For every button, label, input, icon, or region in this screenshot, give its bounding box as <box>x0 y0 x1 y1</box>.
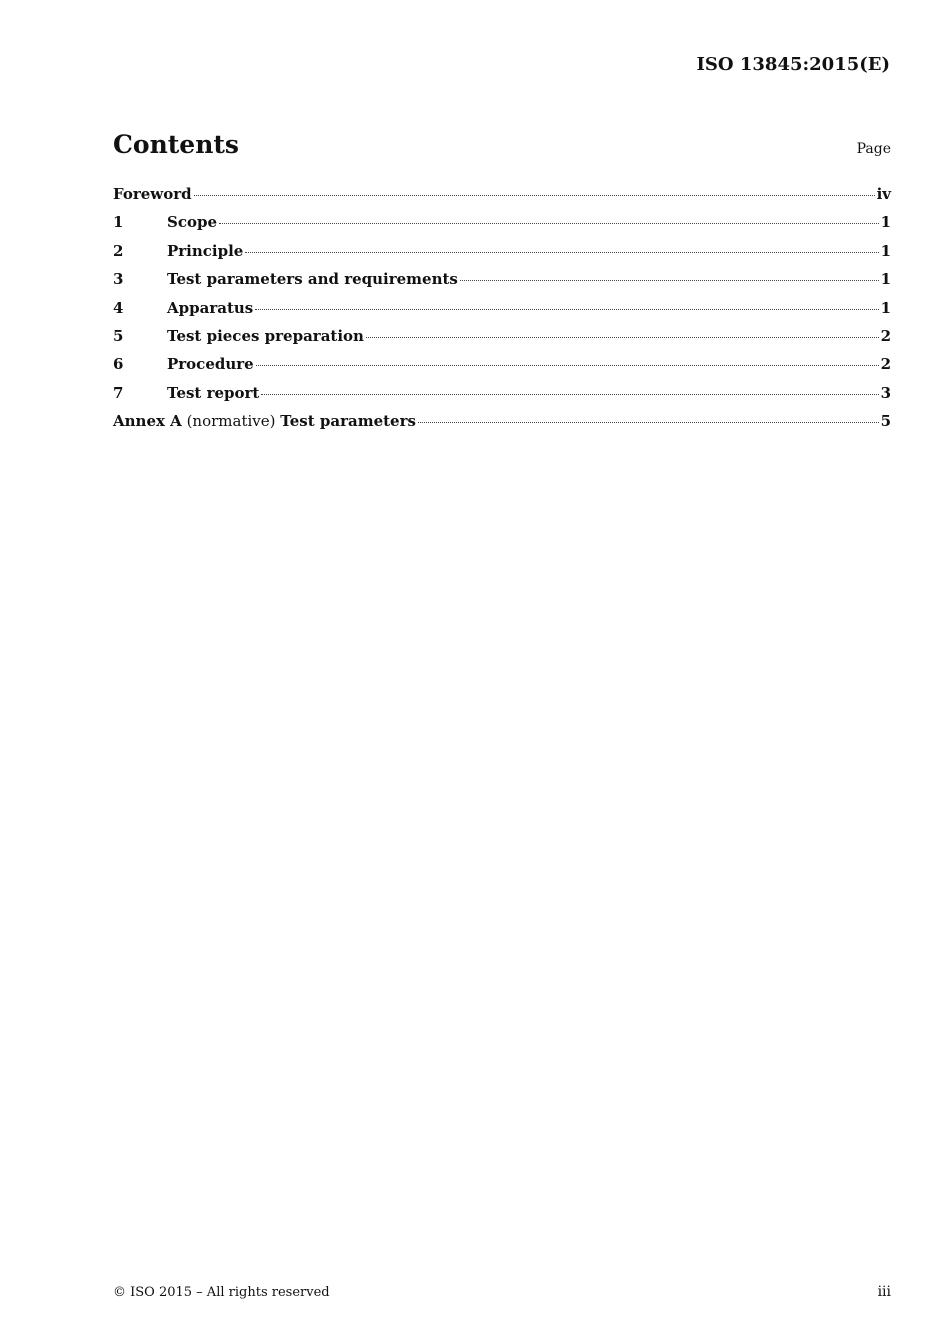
toc-entry-label: Foreword <box>113 185 192 203</box>
annex-prefix: Annex A <box>113 412 182 431</box>
toc-dot-leader <box>261 394 878 395</box>
toc-entry-test-report[interactable] <box>113 384 891 412</box>
toc-entry-label: Apparatus <box>167 298 254 317</box>
annex-label: Test parameters <box>280 412 416 431</box>
toc-entry-label: Test parameters and requirements <box>167 270 458 289</box>
page-footer <box>113 1284 891 1304</box>
toc-header <box>113 130 891 164</box>
toc-list <box>113 185 891 441</box>
toc-entry-test-pieces-preparation[interactable] <box>113 327 891 355</box>
toc-title: Contents <box>113 130 240 159</box>
toc-dot-leader <box>255 309 878 310</box>
toc-entry-procedure[interactable] <box>113 355 891 383</box>
toc-entry-number: 7 <box>113 383 124 402</box>
toc-dot-leader <box>418 422 879 423</box>
document-id: ISO 13845:2015(E) <box>696 54 890 75</box>
toc-dot-leader <box>256 365 879 366</box>
toc-entry-page: 1 <box>880 270 891 289</box>
toc-entry-test-parameters-and-requirements[interactable] <box>113 270 891 298</box>
page-column-label: Page <box>856 141 891 157</box>
toc-entry-number: 5 <box>113 326 124 345</box>
toc-dot-leader <box>219 223 879 224</box>
toc-entry-number: 4 <box>113 298 124 317</box>
toc-entry-page: 5 <box>880 412 891 431</box>
toc-entry-number: 6 <box>113 355 124 374</box>
toc-entry-label: Test pieces preparation <box>167 326 364 345</box>
toc-entry-page: 1 <box>880 241 891 260</box>
toc-dot-leader <box>366 337 879 338</box>
toc-entry-page: iv <box>876 185 891 203</box>
annex-qualifier: (normative) <box>186 412 276 431</box>
toc-entry-label: Procedure <box>167 355 254 374</box>
copyright-notice: © ISO 2015 – All rights reserved <box>113 1285 330 1300</box>
toc-entry-principle[interactable] <box>113 242 891 270</box>
toc-entry-number: 2 <box>113 241 124 260</box>
toc-entry-page: 2 <box>880 355 891 374</box>
toc-entry-foreword[interactable] <box>113 185 891 213</box>
toc-entry-page: 1 <box>880 298 891 317</box>
toc-entry-scope[interactable] <box>113 213 891 241</box>
toc-entry-label: Test report <box>167 383 260 402</box>
toc-entry-label: Scope <box>167 213 218 232</box>
toc-entry-number: 3 <box>113 270 124 289</box>
toc-entry-page: 2 <box>880 326 891 345</box>
toc-entry-label: Principle <box>167 241 244 260</box>
toc-dot-leader <box>194 195 875 196</box>
toc-dot-leader <box>245 252 878 253</box>
toc-entry-annex-a[interactable] <box>113 412 891 440</box>
toc-entry-apparatus[interactable] <box>113 299 891 327</box>
toc-entry-number: 1 <box>113 213 124 232</box>
toc-dot-leader <box>460 280 879 281</box>
toc-entry-page: 1 <box>880 213 891 232</box>
footer-page-number: iii <box>877 1284 891 1300</box>
toc-entry-page: 3 <box>880 383 891 402</box>
